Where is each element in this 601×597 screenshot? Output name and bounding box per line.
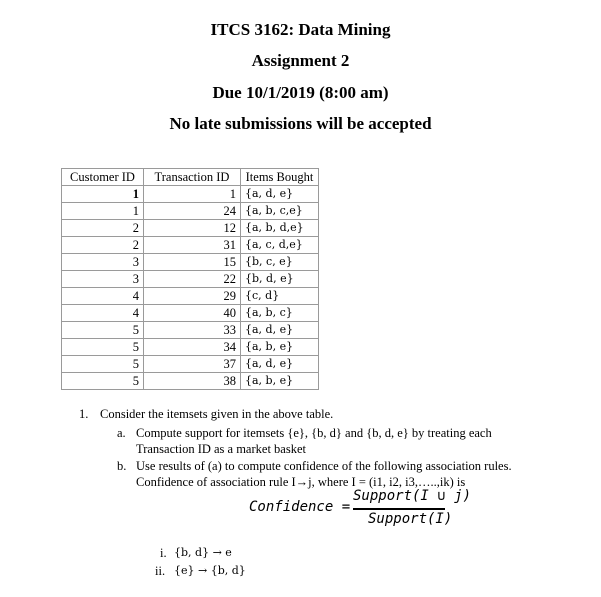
rule-i: {b, d} → e	[174, 546, 232, 559]
part-a-label: a.	[117, 426, 126, 440]
formula-denominator: Support(I)	[368, 511, 453, 527]
table-row	[62, 186, 319, 203]
table-body	[62, 186, 319, 390]
table-row	[62, 203, 319, 220]
transaction-id-cell: 1	[144, 186, 241, 203]
rule-i-label: i.	[160, 546, 167, 560]
formula-lhs: Confidence =	[249, 499, 351, 515]
table-row	[62, 271, 319, 288]
items-bought-cell: {a, d, e}	[241, 322, 319, 339]
transaction-id-cell: 29	[144, 288, 241, 305]
header-transaction-id: Transaction ID	[144, 169, 241, 186]
header-customer-id: Customer ID	[62, 169, 144, 186]
rule-ii: {e} → {b, d}	[174, 564, 246, 577]
customer-id-cell: 3	[62, 271, 144, 288]
part-a-line-2: Transaction ID as a market basket	[136, 442, 306, 456]
items-bought-cell: {a, c, d,e}	[241, 237, 319, 254]
transaction-id-cell: 22	[144, 271, 241, 288]
question-1-text: Consider the itemsets given in the above table.	[100, 407, 334, 421]
question-1-number: 1.	[79, 407, 89, 421]
customer-id-cell: 2	[62, 237, 144, 254]
transaction-id-cell: 34	[144, 339, 241, 356]
transaction-id-cell: 38	[144, 373, 241, 390]
rule-ii-label: ii.	[155, 564, 166, 578]
assignment-title: Assignment 2	[251, 51, 350, 70]
transaction-id-cell: 33	[144, 322, 241, 339]
transaction-id-cell: 40	[144, 305, 241, 322]
items-bought-cell: {b, d, e}	[241, 271, 319, 288]
customer-id-cell: 5	[62, 356, 144, 373]
part-b-line-1: Use results of (a) to compute confidence of the following association rules.	[136, 459, 512, 473]
items-bought-cell: {b, c, e}	[241, 254, 319, 271]
customer-id-cell: 3	[62, 254, 144, 271]
customer-id-cell: 4	[62, 288, 144, 305]
table-row	[62, 356, 319, 373]
table-row	[62, 373, 319, 390]
part-b-label: b.	[117, 459, 127, 473]
table-row	[62, 220, 319, 237]
items-bought-cell: {a, d, e}	[241, 186, 319, 203]
items-bought-cell: {a, d, e}	[241, 356, 319, 373]
formula-numerator: Support(I ∪ j)	[353, 488, 472, 504]
items-bought-cell: {a, b, e}	[241, 373, 319, 390]
customer-id-cell: 4	[62, 305, 144, 322]
customer-id-cell: 5	[62, 322, 144, 339]
table-row	[62, 305, 319, 322]
items-bought-cell: {c, d}	[241, 288, 319, 305]
table-row	[62, 237, 319, 254]
items-bought-cell: {a, b, c}	[241, 305, 319, 322]
transactions-table	[61, 168, 319, 390]
customer-id-cell: 2	[62, 220, 144, 237]
transaction-id-cell: 24	[144, 203, 241, 220]
items-bought-cell: {a, b, e}	[241, 339, 319, 356]
due-date: Due 10/1/2019 (8:00 am)	[212, 83, 389, 102]
items-bought-cell: {a, b, d,e}	[241, 220, 319, 237]
header-items-bought: Items Bought	[241, 169, 319, 186]
course-title: ITCS 3162: Data Mining	[210, 20, 391, 39]
late-policy: No late submissions will be accepted	[169, 114, 432, 133]
items-bought-cell: {a, b, c,e}	[241, 203, 319, 220]
transaction-id-cell: 31	[144, 237, 241, 254]
table-row	[62, 322, 319, 339]
customer-id-cell: 1	[62, 186, 144, 203]
table-row	[62, 254, 319, 271]
table-row	[62, 288, 319, 305]
table-row	[62, 339, 319, 356]
fraction-bar	[353, 508, 445, 510]
customer-id-cell: 5	[62, 339, 144, 356]
customer-id-cell: 1	[62, 203, 144, 220]
part-a-line-1: Compute support for itemsets {e}, {b, d} and {b, d, e} by treating each	[136, 426, 492, 440]
table-header-row	[62, 169, 319, 186]
transaction-id-cell: 37	[144, 356, 241, 373]
customer-id-cell: 5	[62, 373, 144, 390]
part-b-line-2: Confidence of association rule I→j, where I = (i1, i2, i3,…..,ik) is	[136, 475, 466, 489]
transaction-id-cell: 15	[144, 254, 241, 271]
transaction-id-cell: 12	[144, 220, 241, 237]
